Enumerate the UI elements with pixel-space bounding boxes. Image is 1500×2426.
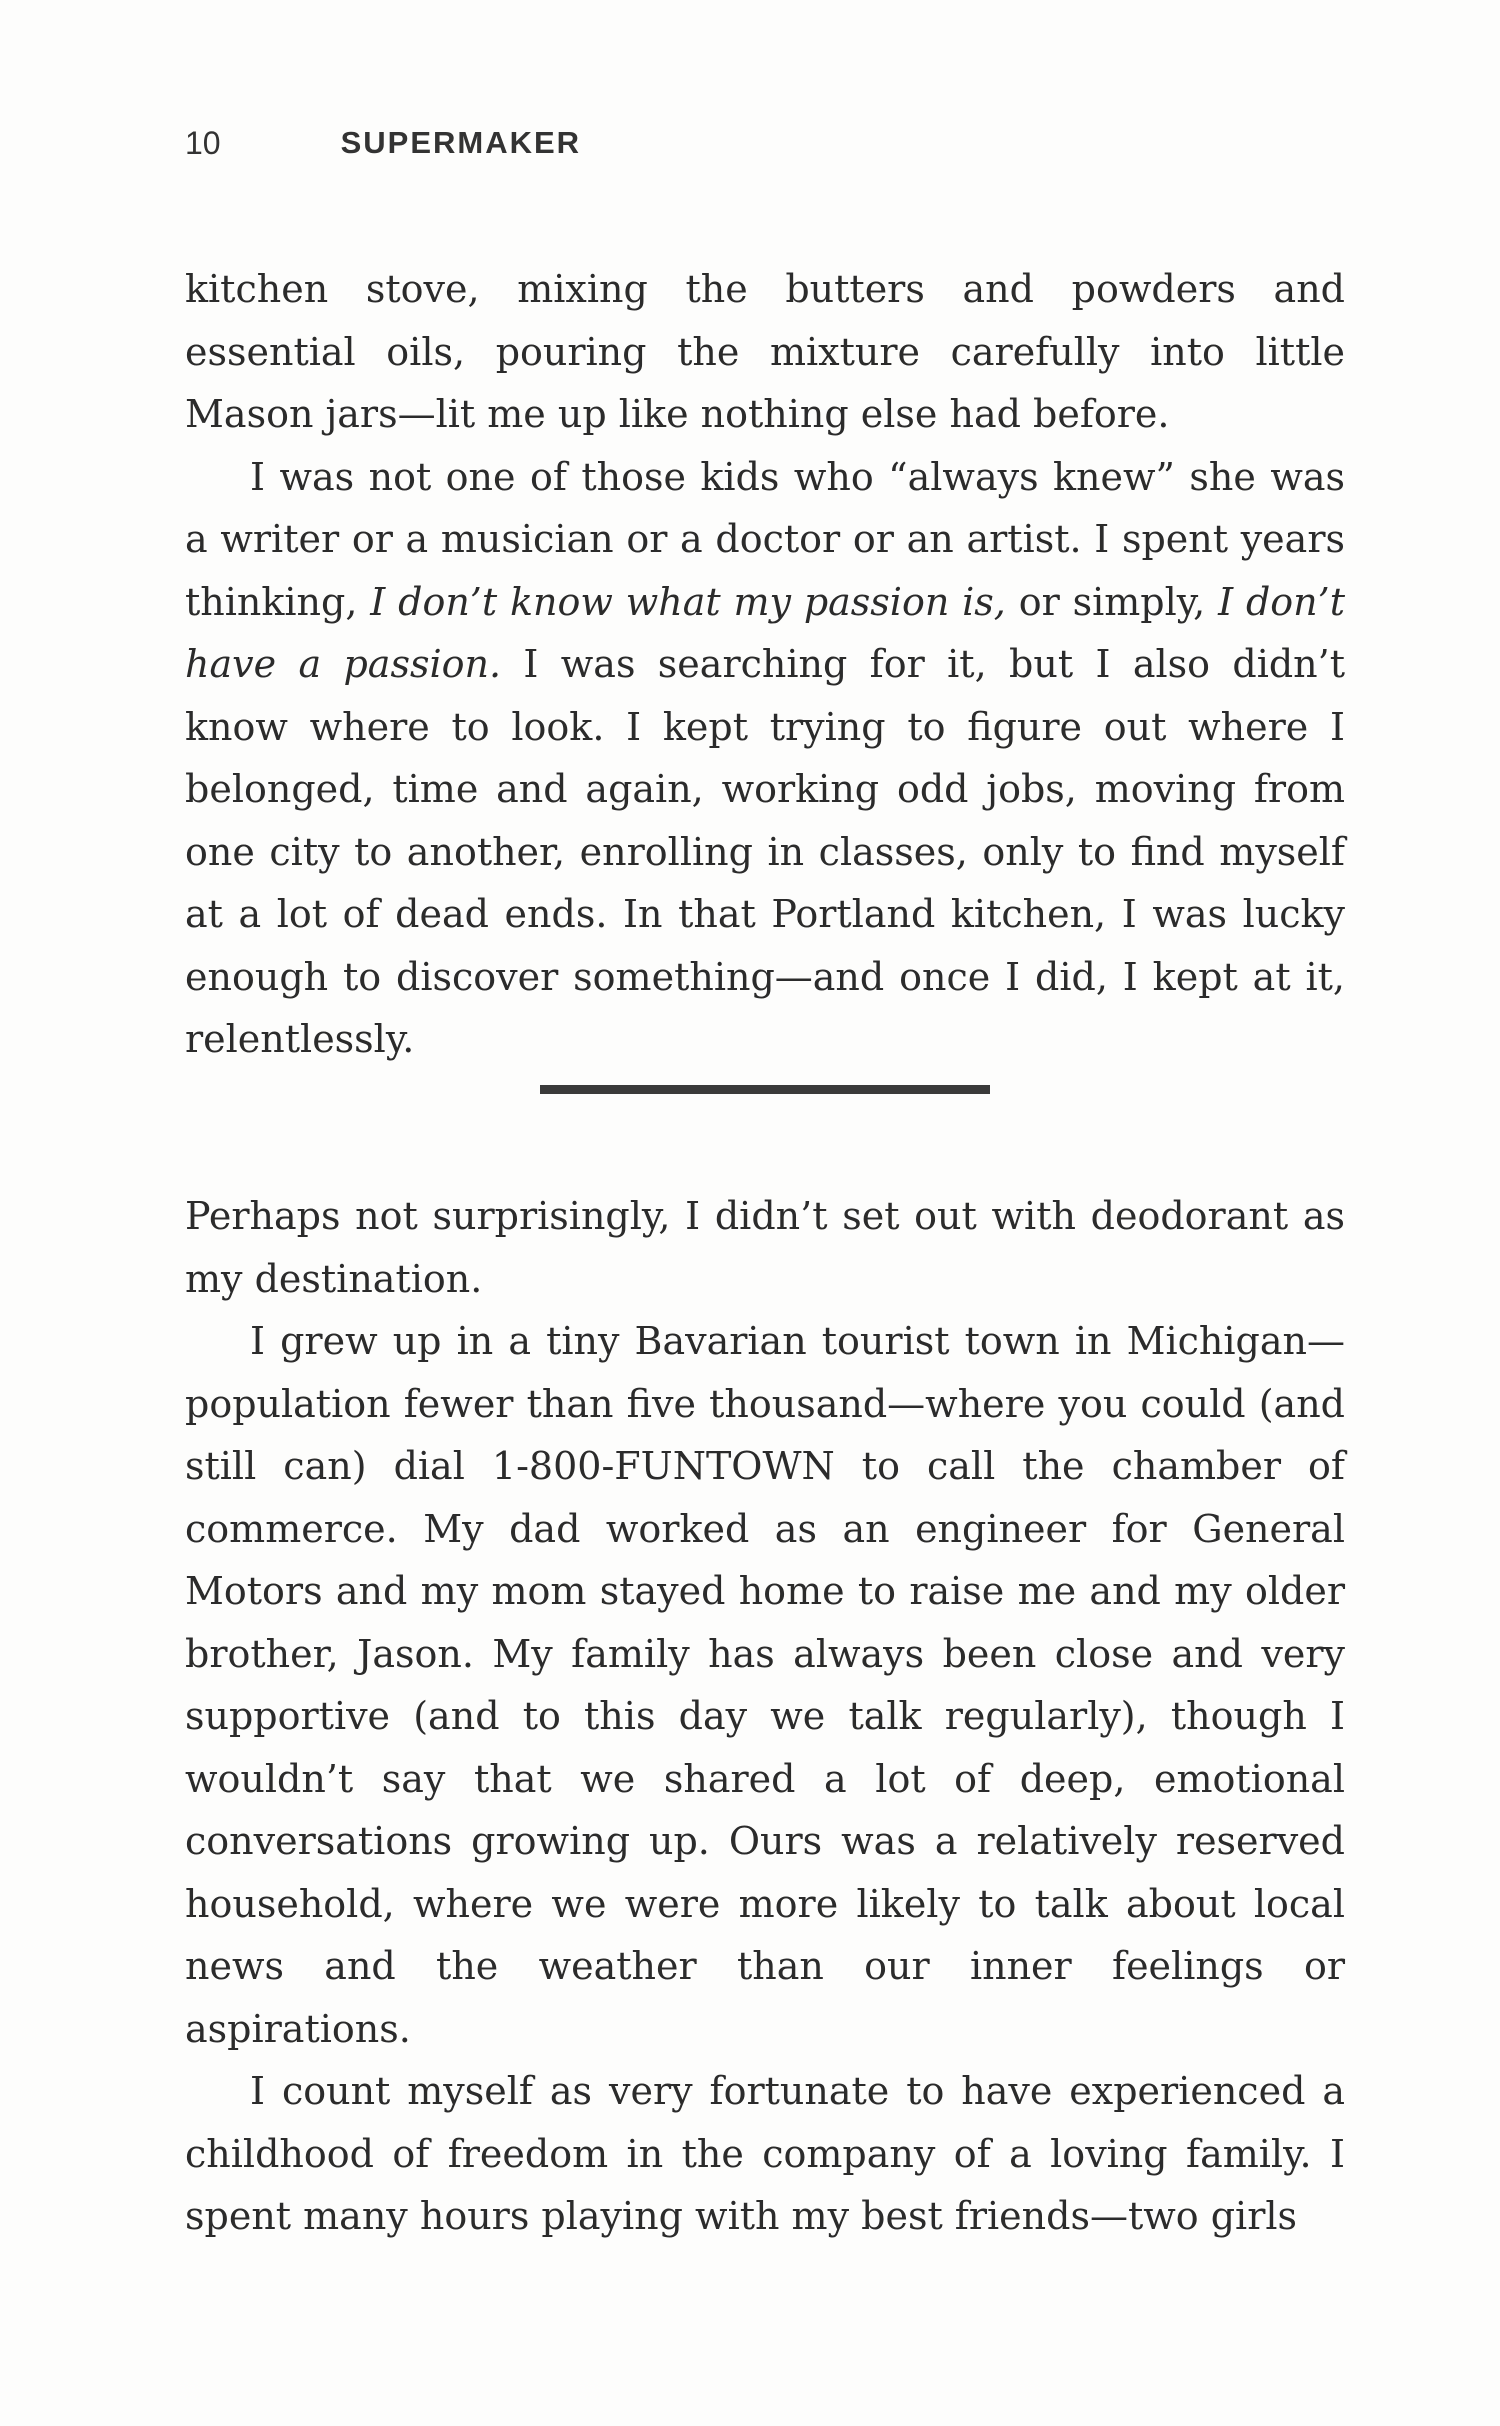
- section-one: [185, 258, 1345, 1071]
- italic-text: I don’t have a passion.: [185, 579, 1345, 686]
- page-number: 10: [185, 124, 221, 161]
- paragraph: I grew up in a tiny Bavarian tourist town in Michigan—population fewer than five thousand—where you could (and still can) dial 1-800-FUNTOWN to call the chamber of commerce. My dad worked as an engineer for General Motors and my mom stayed home to raise me and my older brother, Jason. My family has always been close and very supportive (and to this day we talk regularly), though I wouldn’t say that we shared a lot of deep, emotional conversations growing up. Ours was a relatively reserved household, where we were more likely to talk about local news and the weather than our inner feelings or aspirations.: [185, 1319, 1345, 2051]
- running-head-title: SUPERMAKER: [340, 125, 582, 160]
- text-run: I was not one of those kids who “always knew” she was a writer or a musician or a doctor or an artist. I spent years thinking,: [185, 454, 1345, 624]
- italic-text: I don’t know what my passion is,: [370, 579, 1006, 624]
- paragraph: kitchen stove, mixing the butters and powders and essential oils, pouring the mixture carefully into little Mason jars—lit me up like nothing else had before.: [185, 267, 1345, 436]
- section-divider: [540, 1085, 990, 1094]
- running-header: [185, 118, 581, 168]
- paragraph: I count myself as very fortunate to have experienced a childhood of freedom in the company of a loving family. I spent many hours playing with my best friends—two girls: [185, 2069, 1345, 2238]
- section-two: [185, 1185, 1345, 2248]
- text-run: I was searching for it, but I also didn’t know where to look. I kept trying to figure out where I belonged, time and again, working odd jobs, moving from one city to another, enrolling in classes, only to find myself at a lot of dead ends. In that Portland kitchen, I was lucky enough to discover something—and once I did, I kept at it, relentlessly.: [185, 642, 1345, 1061]
- text-run: or simply,: [1005, 579, 1219, 624]
- paragraph: Perhaps not surprisingly, I didn’t set out with deodorant as my destination.: [185, 1194, 1345, 1301]
- paragraph: [185, 446, 1345, 1071]
